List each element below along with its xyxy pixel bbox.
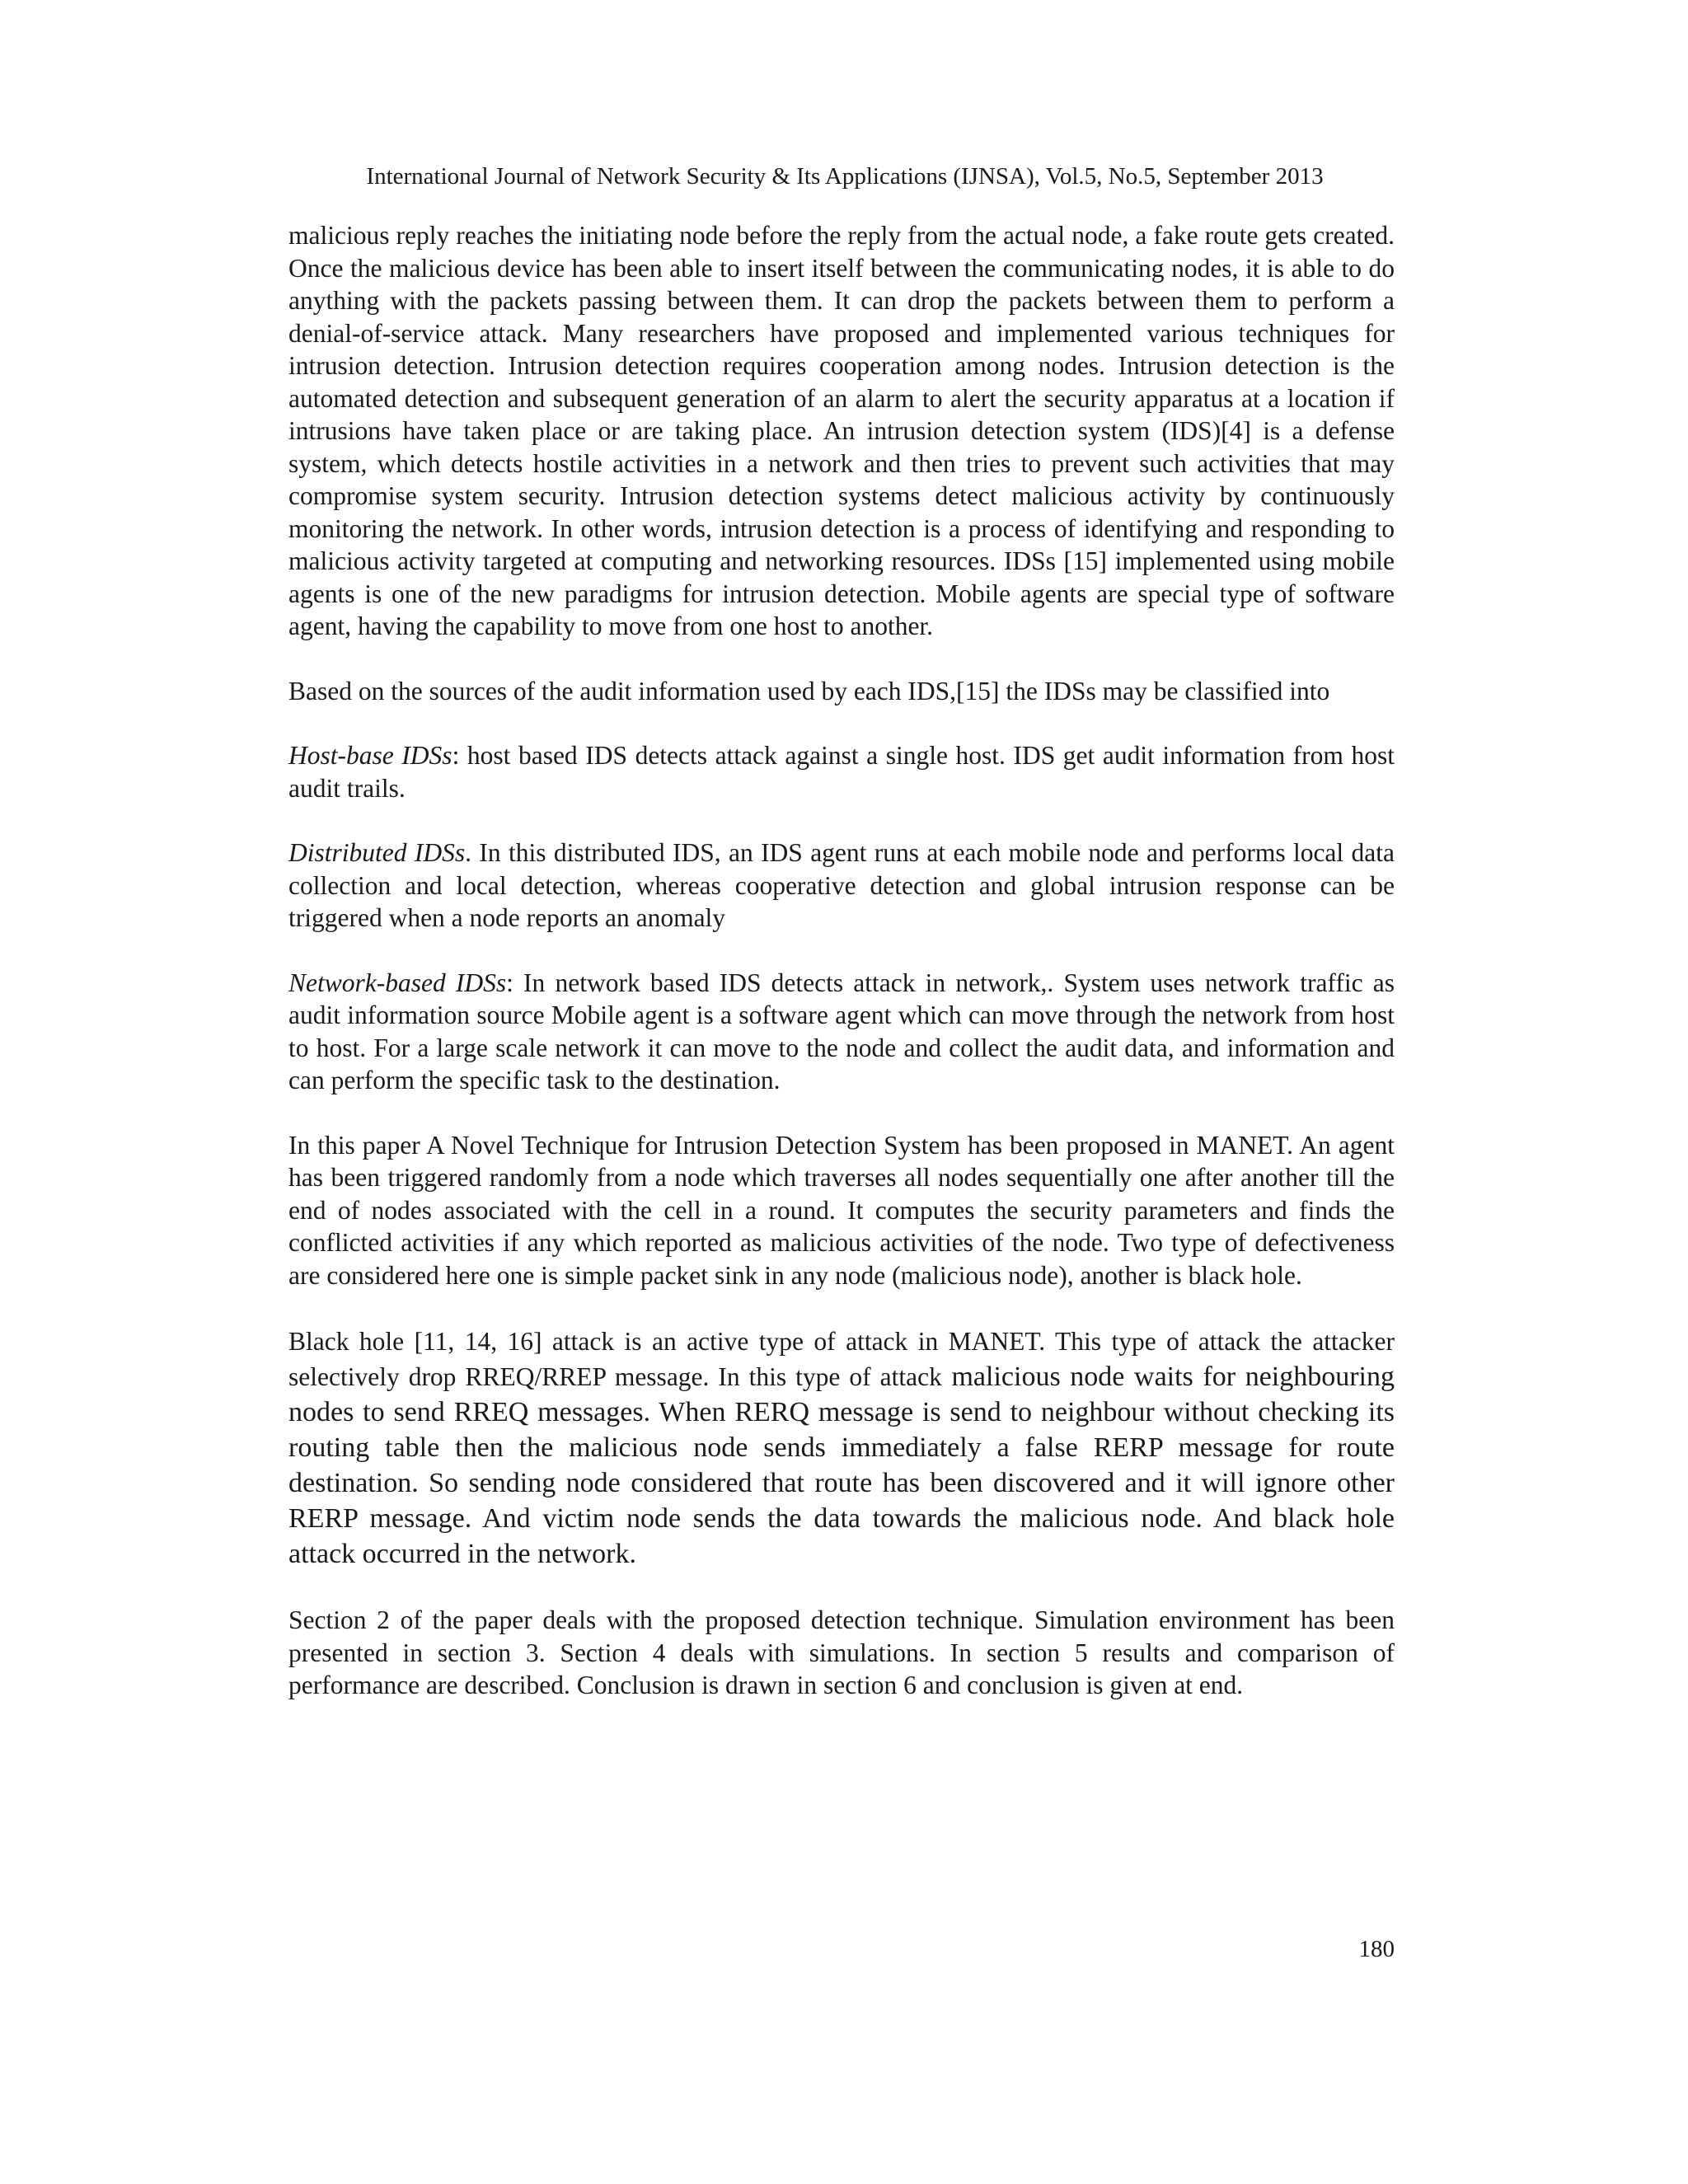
paragraph-intrusion-detection: malicious reply reaches the initiating node before the reply from the actual node, a fake route gets created. Once the malicious device has been able to insert itself between the communicating nodes, it is able to do anything with the packets passing between them. It can drop the packets between them to perform a denial-of-service attack. Many researchers have proposed and implemented various techniques for intrusion detection. Intrusion detection requires cooperation among nodes. Intrusion detection is the automated detection and subsequent generation of an alarm to alert the security apparatus at a location if intrusions have taken place or are taking place. An intrusion detection system (IDS)[4] is a defense system, which detects hostile activities in a network and then tries to prevent such activities that may compromise system security. Intrusion detection systems detect malicious activity by continuously monitoring the network. In other words, intrusion detection is a process of identifying and responding to malicious activity targeted at computing and networking resources. IDSs [15] implemented using mobile agents is one of the new paradigms for intrusion detection. Mobile agents are special type of software agent, having the capability to move from one host to another. <box>288 221 1395 640</box>
running-header: International Journal of Network Security & Its Applications (IJNSA), Vol.5, No.5, September 2013 <box>366 163 1324 190</box>
term-distributed-ids: Distributed IDSs <box>288 838 466 867</box>
page-number: 180 <box>1358 1936 1395 1962</box>
host-based-ids-description: : host based IDS detects attack against a single host. IDS get audit information from host audit trails. <box>288 741 1395 803</box>
paragraph-black-hole-attack <box>288 1324 1395 1572</box>
paragraph-distributed-ids <box>288 837 1395 935</box>
page-body <box>288 219 1395 1734</box>
black-hole-description: malicious node waits for neighbouring nodes to send RREQ messages. When RERQ message is send to neighbour without checking its routing table then the malicious node sends immediately a false RERP message for route destination. So sending node considered that route has been discovered and it will ignore other RERP message. And victim node sends the data towards the malicious node. And black hole attack occurred in the network. <box>288 1361 1395 1569</box>
term-network-based-ids: Network-based IDSs <box>288 968 507 997</box>
black-hole-intro: Black hole [11, 14, 16] attack is an active type of attack in MANET. This type of attack the attacker selectively drop RREQ/RREP message. In this type of attack <box>288 1327 1395 1391</box>
paragraph-paper-organization: Section 2 of the paper deals with the proposed detection technique. Simulation environment has been presented in section 3. Section 4 deals with simulations. In section 5 results and comparison of performance are described. Conclusion is drawn in section 6 and conclusion is given at end. <box>288 1605 1395 1699</box>
paragraph-network-based-ids <box>288 967 1395 1097</box>
paragraph-proposed-technique: In this paper A Novel Technique for Intrusion Detection System has been proposed in MANET. An agent has been triggered randomly from a node which traverses all nodes sequentially one after another till the end of nodes associated with the cell in a round. It computes the security parameters and finds the conflicted activities if any which reported as malicious activities of the node. Two type of defectiveness are considered here one is simple packet sink in any node (malicious node), another is black hole. <box>288 1130 1395 1290</box>
paragraph-ids-classification: Based on the sources of the audit information used by each IDS,[15] the IDSs may be classified into <box>288 676 1330 705</box>
term-host-based-ids: Host-base IDSs <box>288 741 452 770</box>
paragraph-host-based-ids <box>288 739 1395 804</box>
distributed-ids-description: . In this distributed IDS, an IDS agent runs at each mobile node and performs local data collection and local detection, whereas cooperative detection and global intrusion response can be triggered when a node reports an anomaly <box>288 838 1395 932</box>
network-based-ids-description: : In network based IDS detects attack in network,. System uses network traffic as audit information source Mobile agent is a software agent which can move through the network from host to host. For a large scale network it can move to the node and collect the audit data, and information and can perform the specific task to the destination. <box>288 968 1395 1094</box>
